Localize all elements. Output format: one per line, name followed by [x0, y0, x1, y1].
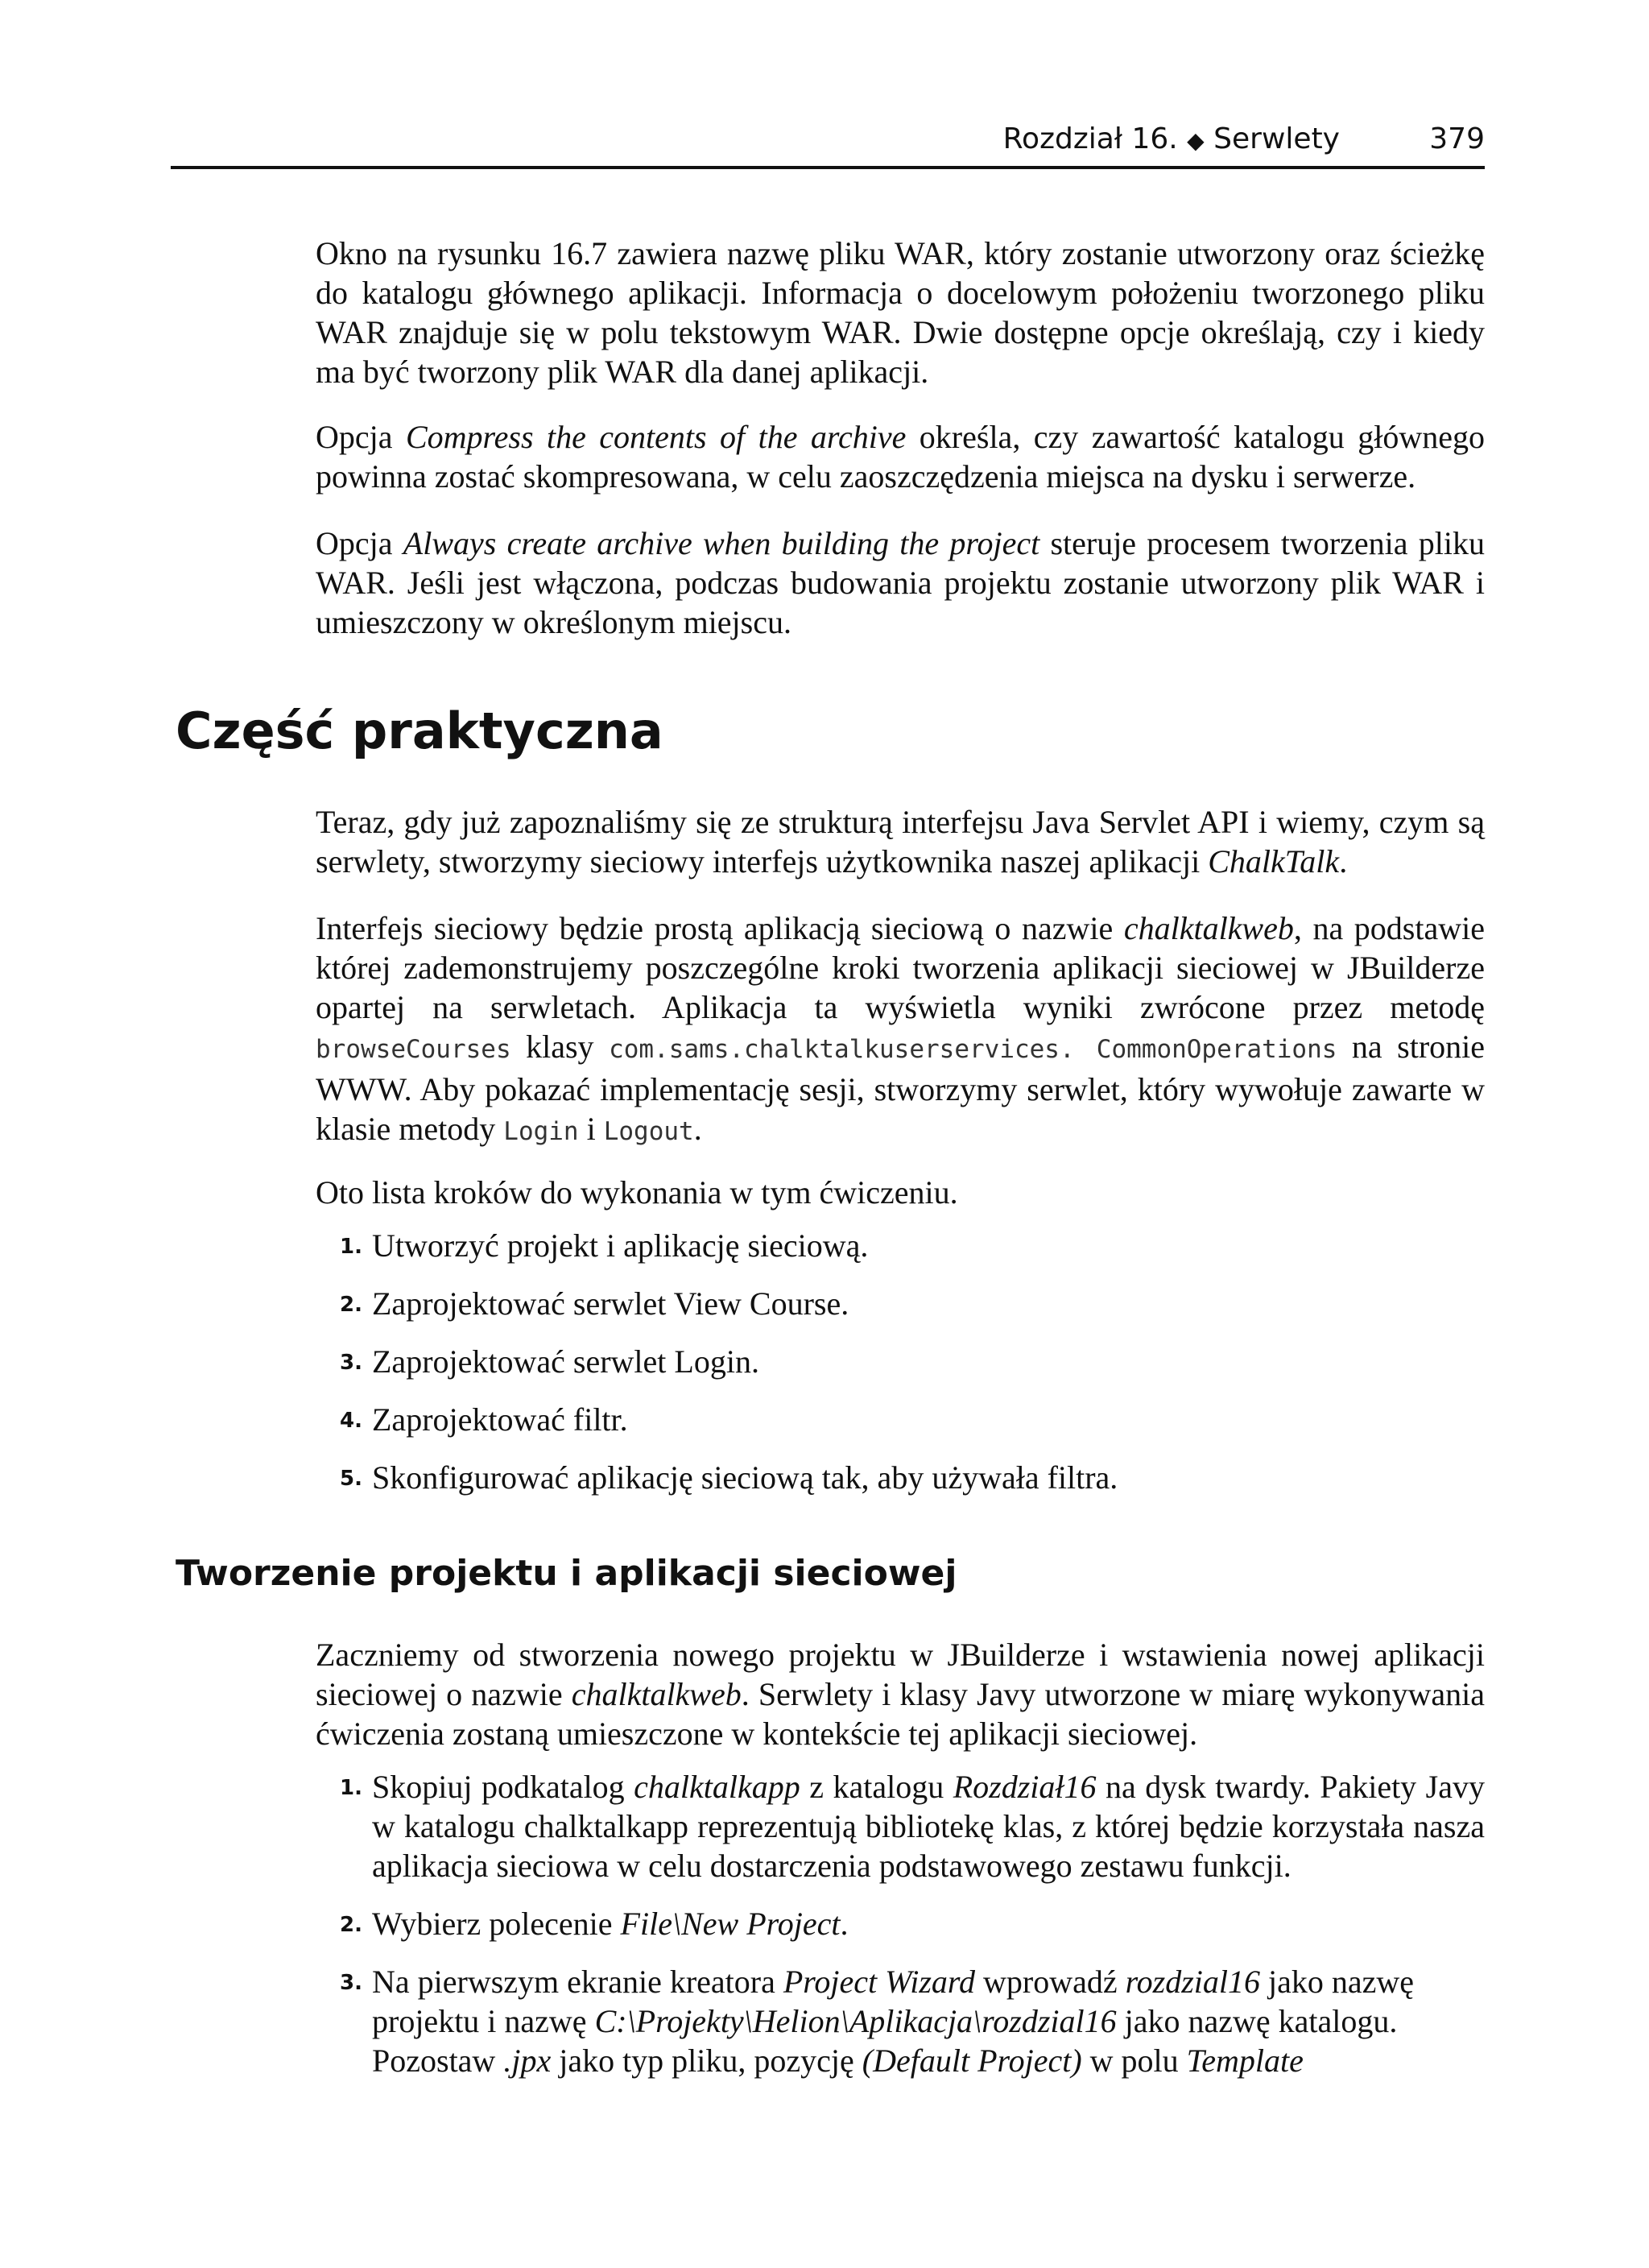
- practical-paragraph-3: Oto lista kroków do wykonania w tym ćwiczeniu.: [316, 1174, 958, 1211]
- section-heading-practical: Część praktyczna: [176, 702, 663, 760]
- project-directory: C:\Projekty\Helion\Aplikacja\rozdzial16: [594, 2003, 1117, 2039]
- option-compress: Compress the contents of the archive: [405, 419, 907, 455]
- list-number: 3.: [340, 1351, 362, 1375]
- list-number: 1.: [340, 1776, 362, 1800]
- list-item-text: Skonfigurować aplikację sieciową tak, aby używała filtra.: [372, 1459, 1118, 1496]
- intro-paragraph-3: Opcja Always create archive when building the project steruje procesem tworzenia pliku WAR. Jeśli jest włączona, podczas budowania projektu zostanie utworzony plik WAR i umieszczony w określonym miejscu.: [316, 525, 1485, 640]
- list-item: [316, 1400, 1485, 1439]
- list-number: 2.: [340, 1913, 362, 1937]
- diamond-separator-icon: ◆: [1187, 127, 1205, 154]
- wizard-name: Project Wizard: [783, 1964, 975, 2000]
- header-title: [1003, 122, 1340, 155]
- template-field: Template: [1186, 2042, 1304, 2079]
- list-item: [316, 1226, 1485, 1265]
- folder-chalktalkapp: chalktalkapp: [634, 1769, 800, 1805]
- intro-paragraph-2: Opcja Compress the contents of the archive określa, czy zawartość katalogu głównego powinna zostać skompresowana, w celu zaoszczędzenia miejsca na dysku i serwerze.: [316, 419, 1486, 495]
- list-item-text: Zaprojektować serwlet Login.: [372, 1343, 759, 1380]
- header-chapter: Rozdział 16.: [1002, 122, 1178, 155]
- list-number: 2.: [340, 1293, 362, 1317]
- default-project: (Default Project): [862, 2042, 1082, 2079]
- app-name-chalktalkweb: chalktalkweb: [1123, 910, 1294, 946]
- code-login: Login: [503, 1117, 579, 1146]
- option-always-create: Always create archive when building the project: [403, 525, 1040, 561]
- app-name-chalktalk: ChalkTalk: [1208, 843, 1340, 879]
- list-item: 2. Wybierz polecenie File\New Project.: [316, 1904, 1485, 1943]
- header-rule: [171, 166, 1485, 169]
- list-item-text: Zaprojektować serwlet View Course.: [372, 1285, 849, 1322]
- intro-paragraph-1: Okno na rysunku 16.7 zawiera nazwę pliku WAR, który zostanie utworzony oraz ścieżkę do katalogu głównego aplikacji. Informacja o docelowym położeniu tworzonego pliku WAR znajduje się w polu tekstowym WAR. Dwie dostępne opcje określają, czy i kiedy ma być tworzony plik WAR dla danej aplikacji.: [316, 235, 1485, 390]
- list-item: 1. Skopiuj podkatalog chalktalkapp z katalogu Rozdział16 na dysk twardy. Pakiety Javy w katalogu chalktalkapp reprezentują bibliotekę klas, z której będzie korzystała nasza aplikacja sieciowa w celu dostarczenia podstawowego zestawu funkcji.: [340, 1769, 1485, 1884]
- page-number: 379: [1429, 122, 1485, 155]
- menu-path-file-new-project: File\New Project: [620, 1906, 841, 1942]
- list-number: 4.: [340, 1409, 362, 1433]
- list-item-text: Zaprojektować filtr.: [372, 1401, 628, 1438]
- create-project-paragraph: Zaczniemy od stworzenia nowego projektu w JBuilderze i wstawienia nowej aplikacji sieciowej o nazwie chalktalkweb. Serwlety i klasy Javy utworzone w miarę wykonywania ćwiczenia zostaną umieszczone w kontekście tej aplikacji sieciowej.: [316, 1637, 1485, 1752]
- list-item: 3. Na pierwszym ekranie kreatora Project Wizard wprowadź rozdzial16 jako nazwę projektu i nazwę C:\Projekty\Helion\Aplikacja\rozdzial16 jako nazwę katalogu. Pozostaw .jpx jako typ pliku, pozycję (Default Project) w polu Template: [340, 1964, 1415, 2079]
- project-name: rozdzial16: [1125, 1964, 1261, 2000]
- list-item-text: Utworzyć projekt i aplikację sieciową.: [372, 1227, 869, 1264]
- list-number: 3.: [340, 1971, 362, 1995]
- steps-list: [316, 1226, 1485, 1497]
- practical-paragraph-2: Interfejs sieciowy będzie prostą aplikacją sieciową o nazwie chalktalkweb, na podstawie której zademonstrujemy poszczególne kroki tworzenia aplikacji sieciowej w JBuilderze opartej na serwletach. Aplikacja ta wyświetla wyniki zwrócone przez metodę browseCourses klasy com.sams.chalktalkuserservices. CommonOperations na stronie WWW. Aby pokazać implementację sesji, stworzymy serwlet, który wywołuje zawarte w klasie metody Login i Logout.: [316, 910, 1486, 1147]
- app-name-chalktalkweb-2: chalktalkweb: [571, 1676, 742, 1712]
- list-number: 1.: [340, 1235, 362, 1259]
- list-item: [316, 1284, 1485, 1323]
- list-number: 5.: [340, 1467, 362, 1491]
- practical-paragraph-1: Teraz, gdy już zapoznaliśmy się ze strukturą interfejsu Java Servlet API i wiemy, czym są serwlety, stworzymy sieciowy interfejs użytkownika naszej aplikacji ChalkTalk.: [316, 804, 1485, 879]
- header-section: Serwlety: [1213, 122, 1340, 155]
- list-item: [316, 1342, 1485, 1381]
- running-header: [171, 119, 1485, 168]
- code-logout: Logout: [603, 1117, 694, 1146]
- list-item: [316, 1458, 1485, 1497]
- code-browse-courses: browseCourses: [316, 1035, 511, 1064]
- subsection-heading-create-project: Tworzenie projektu i aplikacji sieciowej: [176, 1553, 957, 1594]
- code-common-operations: com.sams.chalktalkuserservices. CommonOperations: [609, 1035, 1337, 1064]
- instructions-list: [316, 1767, 1485, 2080]
- folder-rozdzial16: Rozdział16: [953, 1769, 1097, 1805]
- file-type: .jpx: [503, 2042, 552, 2079]
